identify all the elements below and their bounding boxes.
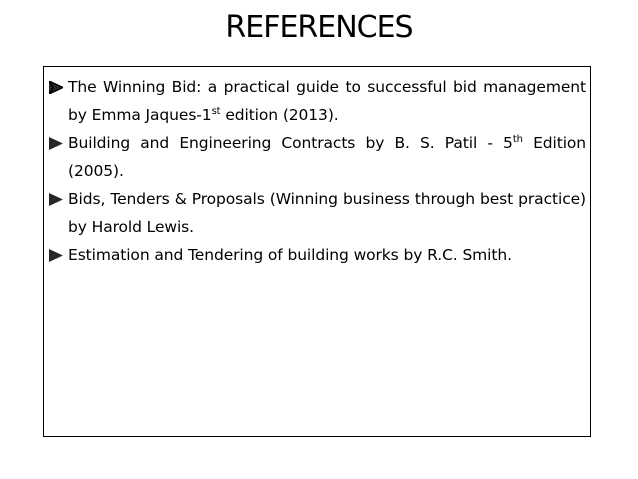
reference-text: Building and Engineering Contracts by B. S. Patil - 5 [68, 134, 513, 152]
reference-text: The Winning Bid: a practical guide to successful bid management by Emma Jaques-1 [68, 78, 586, 124]
references-box [43, 66, 591, 437]
reference-item [48, 129, 586, 185]
reference-text-tail: edition (2013). [220, 106, 339, 124]
reference-text-tail: Edition (2005). [68, 134, 587, 180]
reference-text: Estimation and Tendering of building works by R.C. Smith. [68, 246, 512, 264]
page-title: REFERENCES [225, 10, 413, 45]
arrowhead-bullet-icon [48, 241, 66, 269]
reference-superscript: st [211, 106, 221, 117]
reference-item [48, 185, 586, 241]
reference-text: Bids, Tenders & Proposals (Winning business through best practice) by Harold Lewis. [68, 190, 586, 236]
reference-item [48, 241, 586, 269]
arrowhead-bullet-icon [48, 73, 66, 101]
arrowhead-bullet-icon [48, 129, 66, 157]
reference-item [48, 73, 586, 129]
arrowhead-bullet-icon [48, 185, 66, 213]
reference-superscript: th [512, 134, 523, 145]
